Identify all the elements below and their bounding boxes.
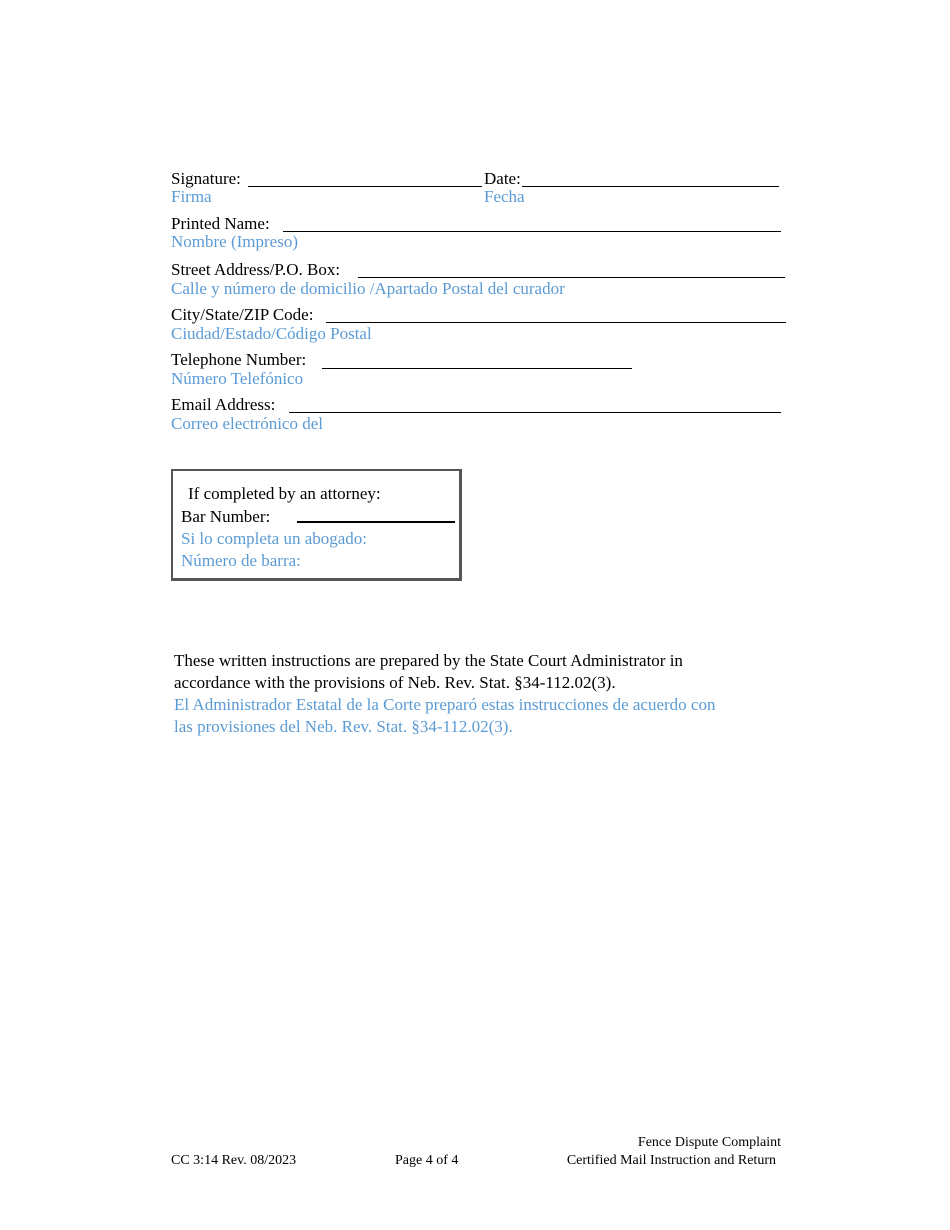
printed-name-field[interactable]	[283, 231, 781, 232]
page-number: Page 4 of 4	[395, 1153, 459, 1168]
bar-number-label-es: Número de barra:	[181, 551, 301, 570]
form-code: CC 3:14 Rev. 08/2023	[171, 1153, 297, 1168]
signature-label: Signature:	[171, 169, 241, 188]
footer-title-line1: Fence Dispute Complaint	[637, 1135, 781, 1150]
attorney-heading: If completed by an attorney:	[188, 484, 381, 503]
email-label: Email Address:	[171, 395, 276, 414]
instructions-es-line1: El Administrador Estatal de la Corte preparó estas instrucciones de acuerdo con	[174, 695, 716, 714]
printed-name-label: Printed Name:	[171, 214, 270, 233]
street-address-field[interactable]	[358, 277, 785, 278]
footer-title-line2: Certified Mail Instruction and Return	[566, 1153, 776, 1168]
signature-field[interactable]	[248, 186, 482, 187]
printed-name-label-es: Nombre (Impreso)	[171, 232, 298, 251]
date-label-es: Fecha	[484, 187, 525, 206]
bar-number-label: Bar Number:	[181, 507, 271, 526]
street-address-label-es: Calle y número de domicilio /Apartado Postal del curador	[171, 279, 565, 298]
email-label-es: Correo electrónico del	[171, 414, 323, 433]
email-field[interactable]	[289, 412, 781, 413]
telephone-field[interactable]	[322, 368, 632, 369]
instructions-en-line2: accordance with the provisions of Neb. Rev. Stat. §34-112.02(3).	[174, 673, 616, 692]
attorney-heading-es: Si lo completa un abogado:	[181, 529, 368, 548]
city-state-zip-label-es: Ciudad/Estado/Código Postal	[171, 324, 372, 343]
street-address-label: Street Address/P.O. Box:	[171, 260, 341, 279]
telephone-label-es: Número Telefónico	[171, 369, 304, 388]
instructions-en-line1: These written instructions are prepared by the State Court Administrator in	[174, 651, 683, 670]
instructions-es-line2: las provisiones del Neb. Rev. Stat. §34-112.02(3).	[174, 717, 513, 736]
city-state-zip-label: City/State/ZIP Code:	[171, 305, 314, 324]
date-label: Date:	[484, 169, 521, 188]
bar-number-field[interactable]	[297, 521, 455, 523]
telephone-label: Telephone Number:	[171, 350, 307, 369]
date-field[interactable]	[522, 186, 779, 187]
city-state-zip-field[interactable]	[326, 322, 786, 323]
signature-label-es: Firma	[171, 187, 212, 206]
